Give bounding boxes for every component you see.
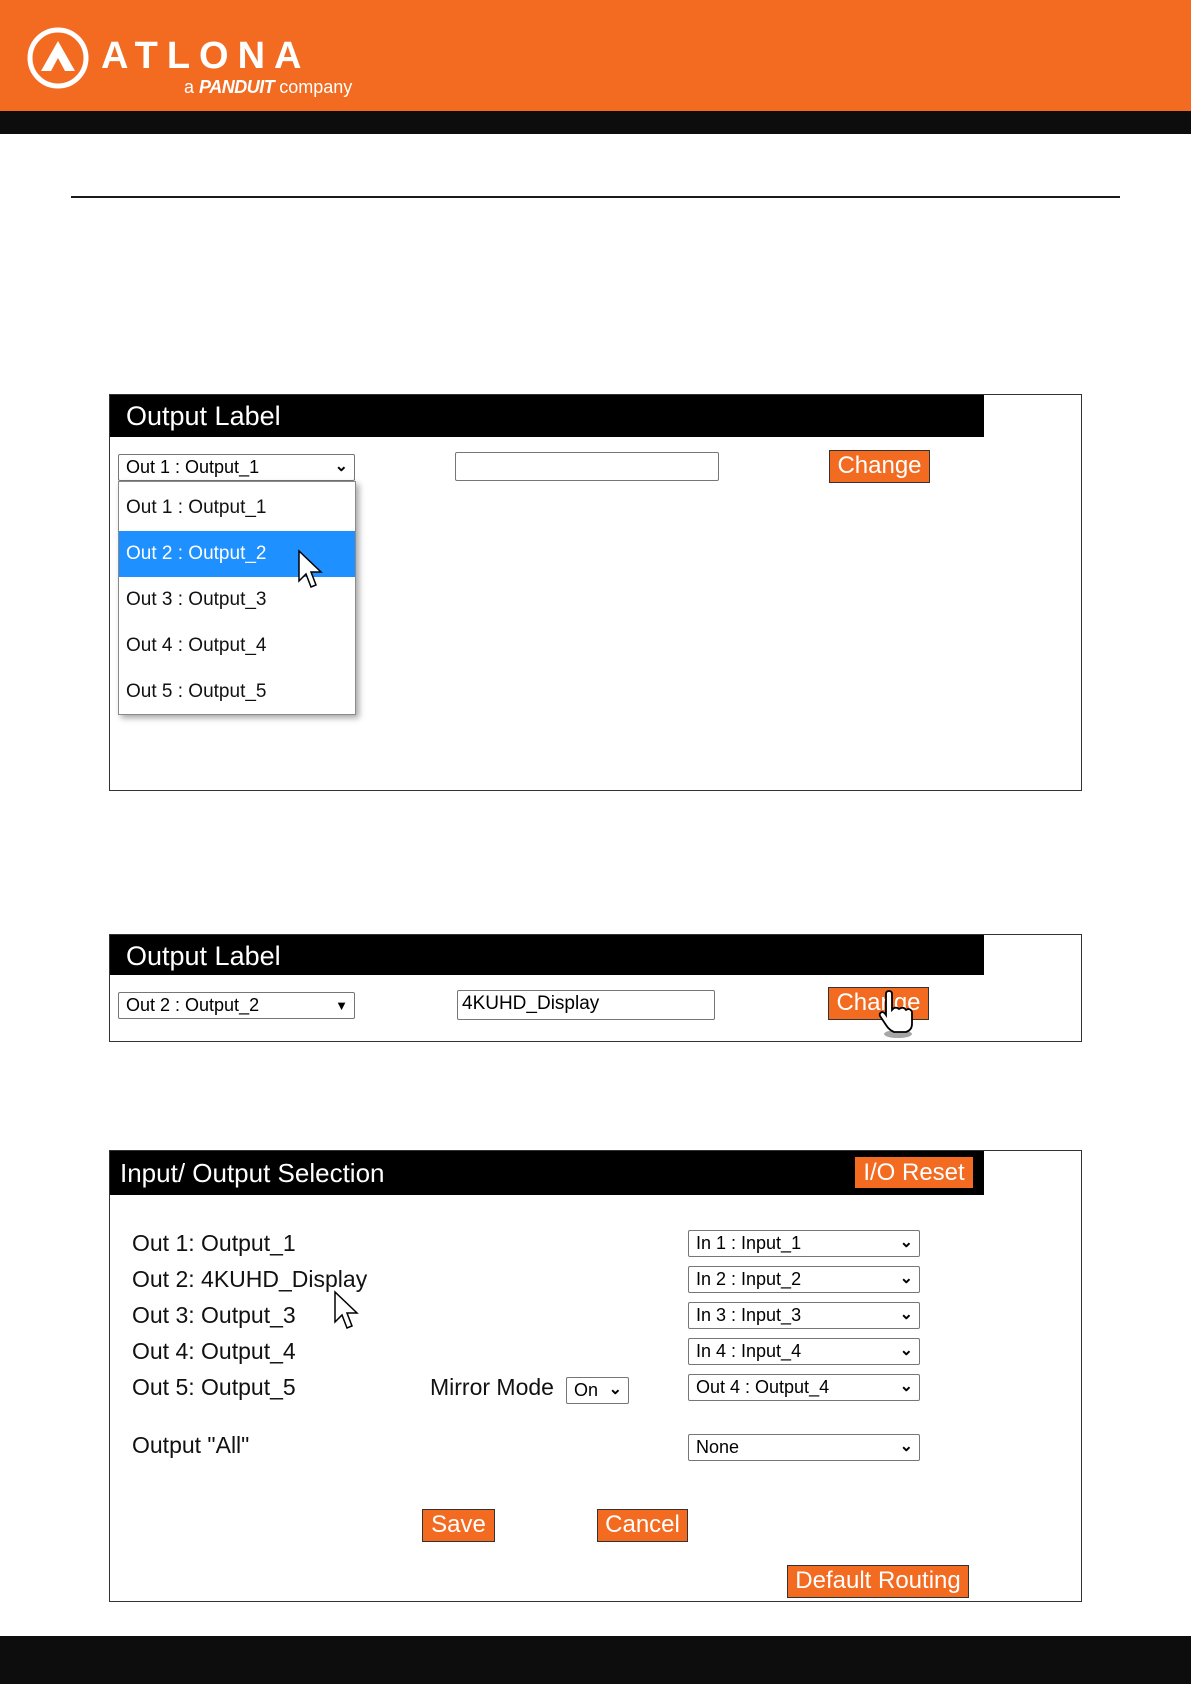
- chevron-down-icon: ⌄: [608, 1381, 622, 1398]
- tagline-suffix: company: [279, 77, 353, 97]
- chevron-down-icon: ⌄: [899, 1378, 913, 1395]
- route-select-out1[interactable]: [688, 1230, 920, 1257]
- output-row-label: Out 3: Output_3: [132, 1302, 296, 1328]
- route-select-value: In 3 : Input_3: [696, 1305, 802, 1325]
- mouse-pointer-icon: [297, 549, 323, 591]
- route-select-value: Out 4 : Output_4: [696, 1377, 830, 1397]
- label-text-input[interactable]: 4KUHD_Display: [457, 990, 715, 1020]
- tagline-brand: PANDUIT: [199, 77, 275, 97]
- mirror-mode-label: Mirror Mode: [430, 1374, 554, 1400]
- dropdown-arrow-icon: ▼: [335, 998, 348, 1013]
- change-button[interactable]: Change: [828, 987, 929, 1020]
- dropdown-option-highlighted[interactable]: Out 2 : Output_2: [119, 531, 355, 577]
- chevron-down-icon: ⌄: [334, 458, 348, 475]
- mirror-mode-select[interactable]: [566, 1377, 629, 1404]
- route-select-out4[interactable]: [688, 1338, 920, 1365]
- brand-tagline: [184, 76, 352, 98]
- cancel-button[interactable]: Cancel: [597, 1509, 688, 1542]
- output-dropdown-list: [118, 481, 356, 715]
- output-row-label: Out 4: Output_4: [132, 1338, 296, 1364]
- dropdown-option[interactable]: Out 4 : Output_4: [126, 635, 267, 656]
- output-select-value: Out 2 : Output_2: [126, 995, 260, 1015]
- route-select-value: In 1 : Input_1: [696, 1233, 802, 1253]
- output-row-label: Out 2: 4KUHD_Display: [132, 1266, 368, 1292]
- route-select-out3[interactable]: [688, 1302, 920, 1329]
- chevron-down-icon: ⌄: [899, 1234, 913, 1251]
- output-all-label: Output "All": [132, 1432, 250, 1458]
- label-text-input[interactable]: [455, 452, 719, 481]
- section-divider: [71, 196, 1120, 198]
- dropdown-option[interactable]: Out 3 : Output_3: [126, 589, 267, 610]
- chevron-down-icon: ⌄: [899, 1342, 913, 1359]
- output-all-value: None: [696, 1437, 740, 1457]
- route-select-value: In 4 : Input_4: [696, 1341, 802, 1361]
- output-label-panel-2: [109, 934, 1082, 1042]
- default-routing-button[interactable]: Default Routing: [787, 1565, 969, 1598]
- panel-title: Output Label: [110, 395, 984, 437]
- output-row-label: Out 5: Output_5: [132, 1374, 296, 1400]
- chevron-down-icon: ⌄: [899, 1306, 913, 1323]
- chevron-down-icon: ⌄: [899, 1270, 913, 1287]
- output-select[interactable]: [118, 992, 355, 1019]
- route-select-out5[interactable]: [688, 1374, 920, 1401]
- io-reset-button[interactable]: I/O Reset: [855, 1157, 973, 1188]
- output-select[interactable]: [118, 454, 355, 481]
- route-select-out2[interactable]: [688, 1266, 920, 1293]
- tagline-prefix: a: [184, 77, 195, 97]
- io-selection-panel: [109, 1150, 1082, 1602]
- brand-wordmark: ATLONA: [101, 35, 311, 77]
- output-select-value: Out 1 : Output_1: [126, 457, 260, 477]
- change-button[interactable]: Change: [829, 450, 930, 483]
- dropdown-option[interactable]: Out 5 : Output_5: [126, 681, 267, 702]
- chevron-down-icon: ⌄: [899, 1438, 913, 1455]
- output-row-label: Out 1: Output_1: [132, 1230, 296, 1256]
- mouse-pointer-icon: [333, 1290, 359, 1332]
- route-select-value: In 2 : Input_2: [696, 1269, 802, 1289]
- output-all-select[interactable]: [688, 1434, 920, 1461]
- panel-title: Output Label: [110, 935, 984, 975]
- dropdown-option[interactable]: Out 1 : Output_1: [126, 497, 267, 518]
- save-button[interactable]: Save: [422, 1509, 495, 1542]
- panel-title: Input/ Output Selection: [110, 1151, 984, 1195]
- hand-pointer-icon: [876, 990, 920, 1040]
- footer-bar: [0, 1636, 1191, 1684]
- mirror-mode-value: On: [574, 1380, 599, 1400]
- atlona-logo-icon: [27, 27, 89, 89]
- header-band: [0, 111, 1191, 134]
